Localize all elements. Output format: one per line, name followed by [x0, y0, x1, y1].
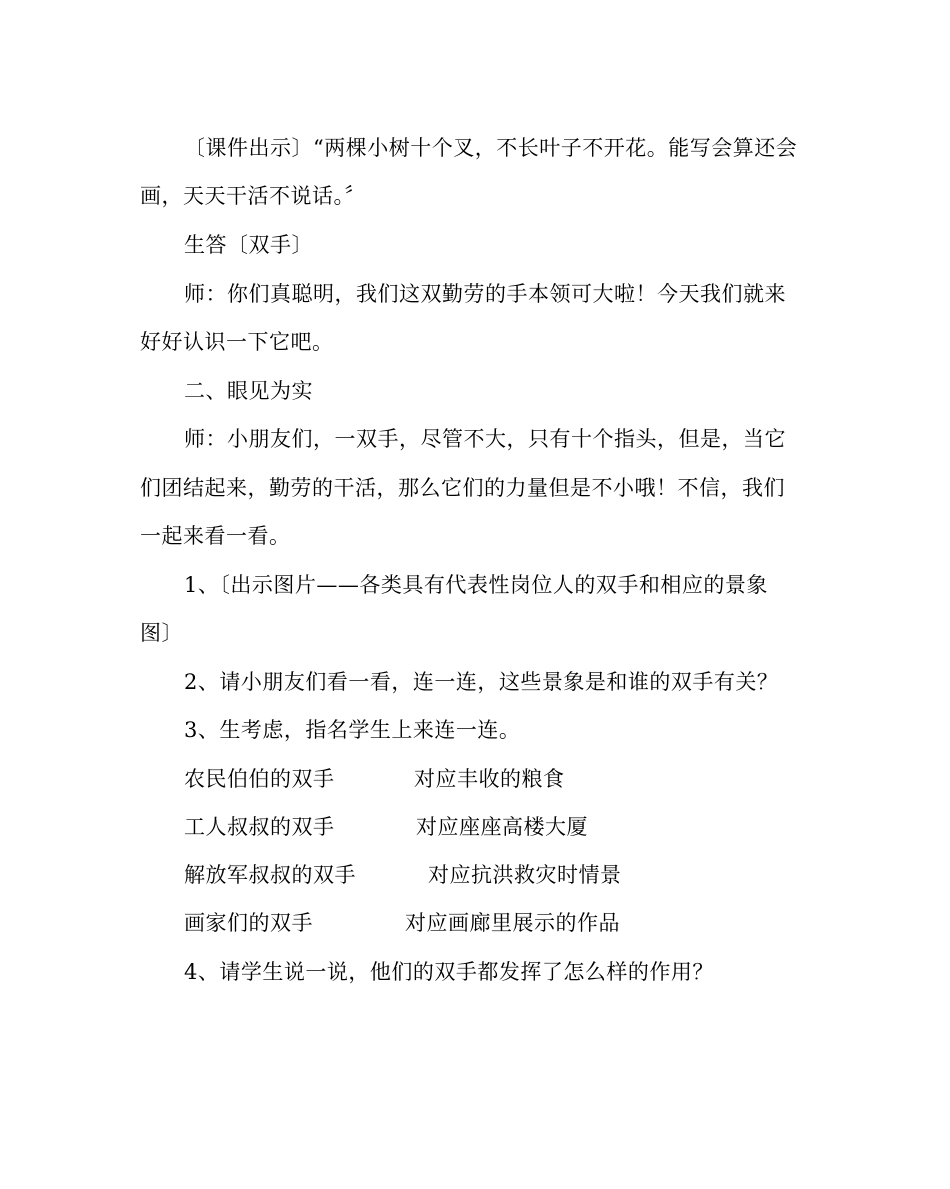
match-row — [184, 909, 620, 937]
paragraph-courseware-line-2: 画，天天干活不说话。〞 — [140, 184, 366, 208]
match-right: 对应抗洪救灾时情景 — [428, 863, 622, 887]
section-heading: 二、眼见为实 — [184, 379, 313, 403]
step-4: 4、请学生说一说，他们的双手都发挥了怎么样的作用？ — [184, 960, 714, 984]
step-3: 3、生考虑，指名学生上来连一连。 — [184, 718, 521, 742]
step-2: 2、请小朋友们看一看，连一连，这些景象是和谁的双手有关？ — [184, 670, 779, 694]
step-1-line-2: 图〕 — [140, 621, 183, 645]
paragraph-teacher2-line-2: 们团结起来，勤劳的干活，那么它们的力量但是不小哦！不信，我们 — [140, 476, 785, 500]
match-left: 农民伯伯的双手 — [184, 767, 335, 791]
match-right: 对应丰收的粮食 — [414, 767, 565, 791]
paragraph-teacher-line-1: 师：你们真聪明，我们这双勤劳的手本领可大啦！今天我们就来 — [184, 282, 786, 306]
match-row — [184, 861, 622, 889]
match-row — [184, 813, 588, 841]
match-right: 对应座座高楼大厦 — [416, 815, 588, 839]
match-left: 画家们的双手 — [184, 911, 313, 935]
match-row — [184, 765, 565, 793]
paragraph-teacher-line-2: 好好认识一下它吧。 — [140, 330, 334, 354]
paragraph-teacher2-line-3: 一起来看一看。 — [140, 524, 291, 548]
match-right: 对应画廊里展示的作品 — [405, 911, 620, 935]
paragraph-courseware-line-1: 〔课件出示〕“两棵小树十个叉，不长叶子不开花。能写会算还会 — [184, 136, 798, 160]
match-left: 工人叔叔的双手 — [184, 815, 335, 839]
paragraph-teacher2-line-1: 师：小朋友们，一双手，尽管不大，只有十个指头，但是，当它 — [184, 427, 786, 451]
match-left: 解放军叔叔的双手 — [184, 863, 356, 887]
step-1-line-1: 1、〔出示图片——各类具有代表性岗位人的双手和相应的景象 — [184, 573, 768, 597]
paragraph-student-answer: 生答〔双手〕 — [184, 233, 313, 257]
